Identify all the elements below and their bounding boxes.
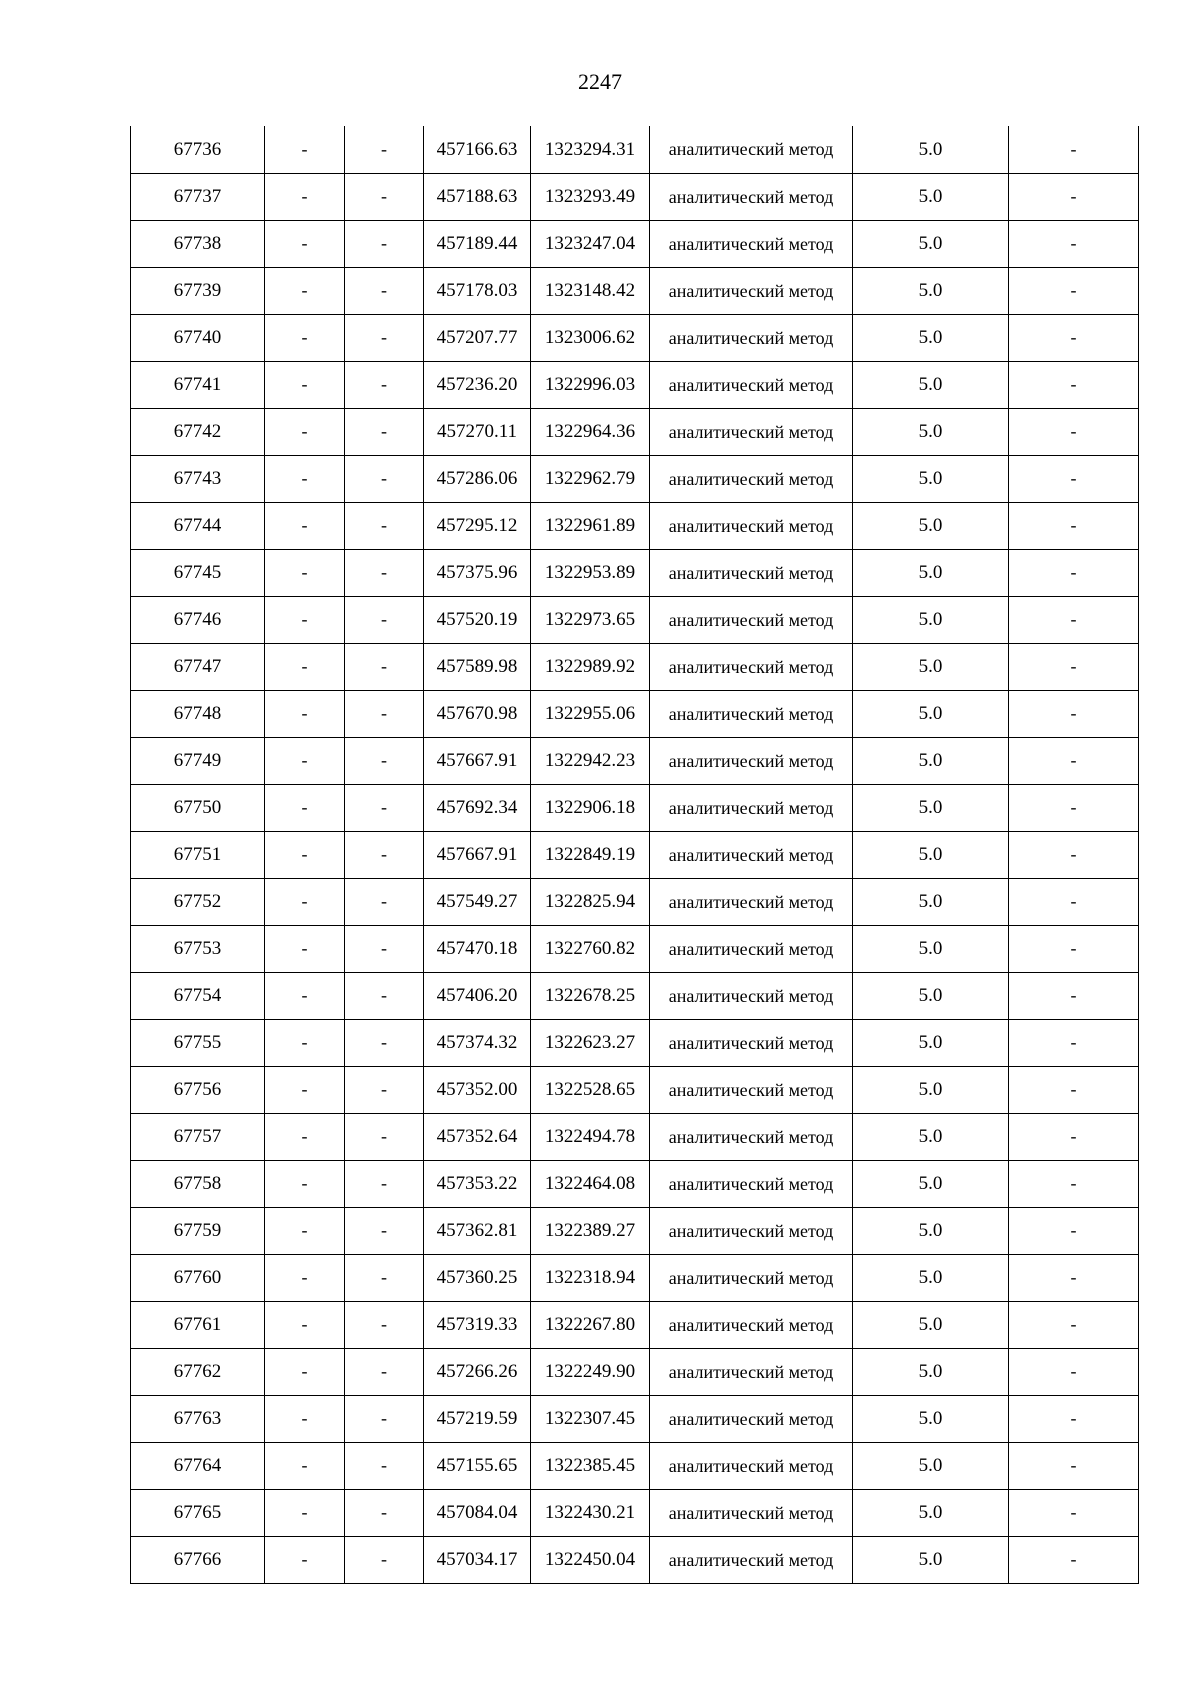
empty-dash-cell: -: [265, 126, 345, 173]
empty-dash-cell: -: [265, 1301, 345, 1348]
point-number-cell: 67760: [131, 1254, 265, 1301]
point-number-cell: 67737: [131, 173, 265, 220]
table-row: [131, 126, 1139, 173]
table-row: [131, 831, 1139, 878]
method-cell: аналитический метод: [650, 314, 853, 361]
accuracy-cell: 5.0: [853, 408, 1009, 455]
y-coordinate-cell: 1322973.65: [531, 596, 650, 643]
x-coordinate-cell: 457353.22: [424, 1160, 531, 1207]
y-coordinate-cell: 1322249.90: [531, 1348, 650, 1395]
empty-dash-cell: -: [265, 1066, 345, 1113]
empty-dash-cell: -: [265, 596, 345, 643]
y-coordinate-cell: 1323006.62: [531, 314, 650, 361]
empty-dash-cell: -: [265, 925, 345, 972]
y-coordinate-cell: 1322389.27: [531, 1207, 650, 1254]
empty-dash-cell: -: [1009, 643, 1139, 690]
empty-dash-cell: -: [345, 784, 424, 831]
table-row: [131, 737, 1139, 784]
y-coordinate-cell: 1323148.42: [531, 267, 650, 314]
empty-dash-cell: -: [1009, 408, 1139, 455]
point-number-cell: 67736: [131, 126, 265, 173]
table-row: [131, 1395, 1139, 1442]
y-coordinate-cell: 1322494.78: [531, 1113, 650, 1160]
empty-dash-cell: -: [1009, 267, 1139, 314]
empty-dash-cell: -: [345, 1254, 424, 1301]
x-coordinate-cell: 457084.04: [424, 1489, 531, 1536]
x-coordinate-cell: 457360.25: [424, 1254, 531, 1301]
y-coordinate-cell: 1322961.89: [531, 502, 650, 549]
accuracy-cell: 5.0: [853, 596, 1009, 643]
method-cell: аналитический метод: [650, 267, 853, 314]
method-cell: аналитический метод: [650, 220, 853, 267]
x-coordinate-cell: 457286.06: [424, 455, 531, 502]
table-row: [131, 1207, 1139, 1254]
y-coordinate-cell: 1322385.45: [531, 1442, 650, 1489]
point-number-cell: 67750: [131, 784, 265, 831]
accuracy-cell: 5.0: [853, 972, 1009, 1019]
accuracy-cell: 5.0: [853, 643, 1009, 690]
y-coordinate-cell: 1322307.45: [531, 1395, 650, 1442]
accuracy-cell: 5.0: [853, 314, 1009, 361]
accuracy-cell: 5.0: [853, 1489, 1009, 1536]
empty-dash-cell: -: [265, 643, 345, 690]
accuracy-cell: 5.0: [853, 1160, 1009, 1207]
method-cell: аналитический метод: [650, 878, 853, 925]
method-cell: аналитический метод: [650, 972, 853, 1019]
y-coordinate-cell: 1322962.79: [531, 455, 650, 502]
y-coordinate-cell: 1322849.19: [531, 831, 650, 878]
table-row: [131, 1113, 1139, 1160]
empty-dash-cell: -: [1009, 220, 1139, 267]
y-coordinate-cell: 1322623.27: [531, 1019, 650, 1066]
y-coordinate-cell: 1322955.06: [531, 690, 650, 737]
point-number-cell: 67759: [131, 1207, 265, 1254]
method-cell: аналитический метод: [650, 126, 853, 173]
table-row: [131, 1301, 1139, 1348]
method-cell: аналитический метод: [650, 1066, 853, 1113]
method-cell: аналитический метод: [650, 455, 853, 502]
method-cell: аналитический метод: [650, 737, 853, 784]
page-number: 2247: [578, 69, 622, 94]
y-coordinate-cell: 1322678.25: [531, 972, 650, 1019]
empty-dash-cell: -: [265, 549, 345, 596]
empty-dash-cell: -: [265, 1395, 345, 1442]
empty-dash-cell: -: [265, 1536, 345, 1583]
point-number-cell: 67738: [131, 220, 265, 267]
empty-dash-cell: -: [1009, 1019, 1139, 1066]
empty-dash-cell: -: [345, 1207, 424, 1254]
point-number-cell: 67753: [131, 925, 265, 972]
method-cell: аналитический метод: [650, 1160, 853, 1207]
point-number-cell: 67755: [131, 1019, 265, 1066]
method-cell: аналитический метод: [650, 173, 853, 220]
table-row: [131, 1536, 1139, 1583]
accuracy-cell: 5.0: [853, 1301, 1009, 1348]
x-coordinate-cell: 457362.81: [424, 1207, 531, 1254]
table-row: [131, 1160, 1139, 1207]
table-row: [131, 314, 1139, 361]
table-row: [131, 596, 1139, 643]
empty-dash-cell: -: [1009, 1066, 1139, 1113]
y-coordinate-cell: 1322430.21: [531, 1489, 650, 1536]
empty-dash-cell: -: [265, 173, 345, 220]
empty-dash-cell: -: [1009, 502, 1139, 549]
table-row: [131, 878, 1139, 925]
point-number-cell: 67766: [131, 1536, 265, 1583]
method-cell: аналитический метод: [650, 596, 853, 643]
empty-dash-cell: -: [265, 455, 345, 502]
x-coordinate-cell: 457667.91: [424, 831, 531, 878]
table-row: [131, 643, 1139, 690]
accuracy-cell: 5.0: [853, 1113, 1009, 1160]
x-coordinate-cell: 457266.26: [424, 1348, 531, 1395]
y-coordinate-cell: 1322825.94: [531, 878, 650, 925]
empty-dash-cell: -: [1009, 737, 1139, 784]
empty-dash-cell: -: [345, 1348, 424, 1395]
empty-dash-cell: -: [265, 267, 345, 314]
empty-dash-cell: -: [265, 878, 345, 925]
table-row: [131, 1066, 1139, 1113]
empty-dash-cell: -: [1009, 1348, 1139, 1395]
y-coordinate-cell: 1322318.94: [531, 1254, 650, 1301]
empty-dash-cell: -: [345, 267, 424, 314]
empty-dash-cell: -: [345, 690, 424, 737]
empty-dash-cell: -: [345, 596, 424, 643]
x-coordinate-cell: 457219.59: [424, 1395, 531, 1442]
table-body: [131, 126, 1139, 1583]
x-coordinate-cell: 457470.18: [424, 925, 531, 972]
empty-dash-cell: -: [265, 314, 345, 361]
method-cell: аналитический метод: [650, 1301, 853, 1348]
y-coordinate-cell: 1322464.08: [531, 1160, 650, 1207]
accuracy-cell: 5.0: [853, 784, 1009, 831]
empty-dash-cell: -: [265, 502, 345, 549]
empty-dash-cell: -: [1009, 1301, 1139, 1348]
empty-dash-cell: -: [265, 361, 345, 408]
point-number-cell: 67739: [131, 267, 265, 314]
empty-dash-cell: -: [1009, 126, 1139, 173]
accuracy-cell: 5.0: [853, 737, 1009, 784]
point-number-cell: 67757: [131, 1113, 265, 1160]
y-coordinate-cell: 1323293.49: [531, 173, 650, 220]
accuracy-cell: 5.0: [853, 126, 1009, 173]
empty-dash-cell: -: [345, 925, 424, 972]
point-number-cell: 67749: [131, 737, 265, 784]
empty-dash-cell: -: [345, 643, 424, 690]
accuracy-cell: 5.0: [853, 690, 1009, 737]
table-row: [131, 1442, 1139, 1489]
x-coordinate-cell: 457270.11: [424, 408, 531, 455]
empty-dash-cell: -: [345, 314, 424, 361]
table-row: [131, 690, 1139, 737]
point-number-cell: 67756: [131, 1066, 265, 1113]
x-coordinate-cell: 457352.00: [424, 1066, 531, 1113]
empty-dash-cell: -: [1009, 1536, 1139, 1583]
empty-dash-cell: -: [1009, 925, 1139, 972]
y-coordinate-cell: 1322528.65: [531, 1066, 650, 1113]
y-coordinate-cell: 1323294.31: [531, 126, 650, 173]
method-cell: аналитический метод: [650, 1254, 853, 1301]
table-row: [131, 925, 1139, 972]
y-coordinate-cell: 1322964.36: [531, 408, 650, 455]
method-cell: аналитический метод: [650, 925, 853, 972]
accuracy-cell: 5.0: [853, 1207, 1009, 1254]
empty-dash-cell: -: [345, 502, 424, 549]
table-row: [131, 972, 1139, 1019]
empty-dash-cell: -: [345, 1536, 424, 1583]
x-coordinate-cell: 457374.32: [424, 1019, 531, 1066]
table-row: [131, 220, 1139, 267]
empty-dash-cell: -: [1009, 173, 1139, 220]
empty-dash-cell: -: [1009, 831, 1139, 878]
y-coordinate-cell: 1322953.89: [531, 549, 650, 596]
x-coordinate-cell: 457352.64: [424, 1113, 531, 1160]
point-number-cell: 67741: [131, 361, 265, 408]
x-coordinate-cell: 457236.20: [424, 361, 531, 408]
accuracy-cell: 5.0: [853, 1254, 1009, 1301]
empty-dash-cell: -: [1009, 1113, 1139, 1160]
point-number-cell: 67743: [131, 455, 265, 502]
x-coordinate-cell: 457189.44: [424, 220, 531, 267]
empty-dash-cell: -: [345, 1489, 424, 1536]
point-number-cell: 67764: [131, 1442, 265, 1489]
method-cell: аналитический метод: [650, 361, 853, 408]
empty-dash-cell: -: [345, 1019, 424, 1066]
method-cell: аналитический метод: [650, 1442, 853, 1489]
y-coordinate-cell: 1322906.18: [531, 784, 650, 831]
empty-dash-cell: -: [265, 1207, 345, 1254]
method-cell: аналитический метод: [650, 1395, 853, 1442]
method-cell: аналитический метод: [650, 784, 853, 831]
x-coordinate-cell: 457207.77: [424, 314, 531, 361]
accuracy-cell: 5.0: [853, 1395, 1009, 1442]
method-cell: аналитический метод: [650, 690, 853, 737]
point-number-cell: 67751: [131, 831, 265, 878]
y-coordinate-cell: 1322760.82: [531, 925, 650, 972]
empty-dash-cell: -: [265, 690, 345, 737]
point-number-cell: 67752: [131, 878, 265, 925]
point-number-cell: 67746: [131, 596, 265, 643]
accuracy-cell: 5.0: [853, 1019, 1009, 1066]
point-number-cell: 67754: [131, 972, 265, 1019]
x-coordinate-cell: 457670.98: [424, 690, 531, 737]
y-coordinate-cell: 1323247.04: [531, 220, 650, 267]
x-coordinate-cell: 457034.17: [424, 1536, 531, 1583]
empty-dash-cell: -: [345, 1160, 424, 1207]
table-row: [131, 1489, 1139, 1536]
table-row: [131, 1254, 1139, 1301]
point-number-cell: 67742: [131, 408, 265, 455]
point-number-cell: 67745: [131, 549, 265, 596]
table-row: [131, 784, 1139, 831]
table-row: [131, 1348, 1139, 1395]
empty-dash-cell: -: [1009, 972, 1139, 1019]
empty-dash-cell: -: [345, 1066, 424, 1113]
x-coordinate-cell: 457155.65: [424, 1442, 531, 1489]
point-number-cell: 67761: [131, 1301, 265, 1348]
method-cell: аналитический метод: [650, 549, 853, 596]
x-coordinate-cell: 457520.19: [424, 596, 531, 643]
empty-dash-cell: -: [1009, 1160, 1139, 1207]
empty-dash-cell: -: [1009, 690, 1139, 737]
empty-dash-cell: -: [345, 1442, 424, 1489]
point-number-cell: 67765: [131, 1489, 265, 1536]
y-coordinate-cell: 1322267.80: [531, 1301, 650, 1348]
empty-dash-cell: -: [1009, 596, 1139, 643]
empty-dash-cell: -: [345, 878, 424, 925]
point-number-cell: 67744: [131, 502, 265, 549]
empty-dash-cell: -: [265, 1019, 345, 1066]
accuracy-cell: 5.0: [853, 267, 1009, 314]
accuracy-cell: 5.0: [853, 173, 1009, 220]
x-coordinate-cell: 457375.96: [424, 549, 531, 596]
method-cell: аналитический метод: [650, 1536, 853, 1583]
table-row: [131, 1019, 1139, 1066]
accuracy-cell: 5.0: [853, 1066, 1009, 1113]
empty-dash-cell: -: [265, 408, 345, 455]
empty-dash-cell: -: [345, 737, 424, 784]
empty-dash-cell: -: [1009, 1207, 1139, 1254]
empty-dash-cell: -: [265, 1254, 345, 1301]
accuracy-cell: 5.0: [853, 1536, 1009, 1583]
table-row: [131, 267, 1139, 314]
empty-dash-cell: -: [345, 126, 424, 173]
empty-dash-cell: -: [1009, 549, 1139, 596]
accuracy-cell: 5.0: [853, 220, 1009, 267]
accuracy-cell: 5.0: [853, 1442, 1009, 1489]
accuracy-cell: 5.0: [853, 549, 1009, 596]
method-cell: аналитический метод: [650, 1207, 853, 1254]
empty-dash-cell: -: [1009, 314, 1139, 361]
point-number-cell: 67763: [131, 1395, 265, 1442]
empty-dash-cell: -: [265, 1489, 345, 1536]
empty-dash-cell: -: [345, 220, 424, 267]
empty-dash-cell: -: [1009, 1442, 1139, 1489]
y-coordinate-cell: 1322996.03: [531, 361, 650, 408]
empty-dash-cell: -: [345, 1301, 424, 1348]
empty-dash-cell: -: [265, 1348, 345, 1395]
method-cell: аналитический метод: [650, 831, 853, 878]
empty-dash-cell: -: [345, 972, 424, 1019]
x-coordinate-cell: 457692.34: [424, 784, 531, 831]
method-cell: аналитический метод: [650, 1348, 853, 1395]
empty-dash-cell: -: [265, 831, 345, 878]
empty-dash-cell: -: [345, 361, 424, 408]
table-row: [131, 408, 1139, 455]
accuracy-cell: 5.0: [853, 455, 1009, 502]
point-number-cell: 67762: [131, 1348, 265, 1395]
point-number-cell: 67758: [131, 1160, 265, 1207]
y-coordinate-cell: 1322989.92: [531, 643, 650, 690]
x-coordinate-cell: 457319.33: [424, 1301, 531, 1348]
x-coordinate-cell: 457178.03: [424, 267, 531, 314]
accuracy-cell: 5.0: [853, 831, 1009, 878]
table-row: [131, 455, 1139, 502]
accuracy-cell: 5.0: [853, 361, 1009, 408]
x-coordinate-cell: 457667.91: [424, 737, 531, 784]
empty-dash-cell: -: [1009, 455, 1139, 502]
point-number-cell: 67747: [131, 643, 265, 690]
x-coordinate-cell: 457166.63: [424, 126, 531, 173]
x-coordinate-cell: 457188.63: [424, 173, 531, 220]
y-coordinate-cell: 1322942.23: [531, 737, 650, 784]
x-coordinate-cell: 457295.12: [424, 502, 531, 549]
x-coordinate-cell: 457406.20: [424, 972, 531, 1019]
accuracy-cell: 5.0: [853, 502, 1009, 549]
empty-dash-cell: -: [1009, 878, 1139, 925]
table-row: [131, 502, 1139, 549]
empty-dash-cell: -: [1009, 1395, 1139, 1442]
empty-dash-cell: -: [1009, 1254, 1139, 1301]
empty-dash-cell: -: [265, 737, 345, 784]
empty-dash-cell: -: [1009, 1489, 1139, 1536]
point-number-cell: 67740: [131, 314, 265, 361]
method-cell: аналитический метод: [650, 643, 853, 690]
x-coordinate-cell: 457589.98: [424, 643, 531, 690]
empty-dash-cell: -: [265, 972, 345, 1019]
empty-dash-cell: -: [345, 549, 424, 596]
x-coordinate-cell: 457549.27: [424, 878, 531, 925]
coordinates-table: [130, 126, 1139, 1584]
empty-dash-cell: -: [345, 1395, 424, 1442]
empty-dash-cell: -: [345, 455, 424, 502]
method-cell: аналитический метод: [650, 1489, 853, 1536]
empty-dash-cell: -: [265, 1160, 345, 1207]
empty-dash-cell: -: [1009, 784, 1139, 831]
empty-dash-cell: -: [265, 784, 345, 831]
empty-dash-cell: -: [345, 408, 424, 455]
accuracy-cell: 5.0: [853, 1348, 1009, 1395]
empty-dash-cell: -: [265, 220, 345, 267]
accuracy-cell: 5.0: [853, 925, 1009, 972]
table-row: [131, 173, 1139, 220]
y-coordinate-cell: 1322450.04: [531, 1536, 650, 1583]
empty-dash-cell: -: [1009, 361, 1139, 408]
method-cell: аналитический метод: [650, 408, 853, 455]
method-cell: аналитический метод: [650, 1113, 853, 1160]
empty-dash-cell: -: [265, 1442, 345, 1489]
empty-dash-cell: -: [265, 1113, 345, 1160]
empty-dash-cell: -: [345, 1113, 424, 1160]
table-row: [131, 549, 1139, 596]
accuracy-cell: 5.0: [853, 878, 1009, 925]
empty-dash-cell: -: [345, 831, 424, 878]
method-cell: аналитический метод: [650, 502, 853, 549]
method-cell: аналитический метод: [650, 1019, 853, 1066]
empty-dash-cell: -: [345, 173, 424, 220]
point-number-cell: 67748: [131, 690, 265, 737]
table-row: [131, 361, 1139, 408]
